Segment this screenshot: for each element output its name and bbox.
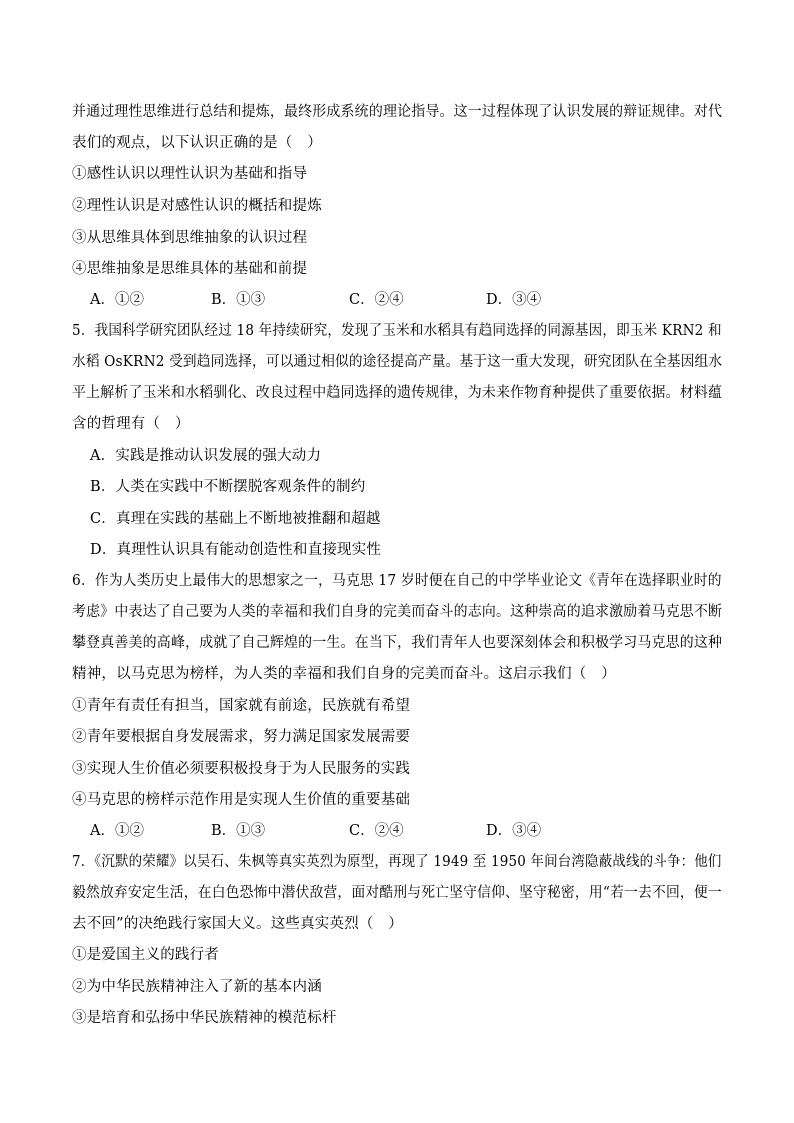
q6-option-a: A．①②	[90, 823, 144, 839]
q5-stem-line-4: 含的哲理有（ ）	[72, 416, 190, 432]
q4-option-a: A．①②	[90, 292, 144, 308]
q6-statement-2: ②青年要根据自身发展需求，努力满足国家发展需要	[72, 729, 411, 745]
q5-option-a: A．实践是推动认识发展的强大动力	[90, 448, 322, 464]
q6-stem-line-4: 精神，以马克思为榜样，为人类的幸福和我们自身的完美而奋斗。这启示我们（ ）	[72, 666, 616, 682]
q6-option-b: B．①③	[211, 823, 266, 839]
q7-statement-1: ①是爱国主义的践行者	[72, 947, 219, 963]
q5-option-d: D．真理性认识具有能动创造性和直接现实性	[90, 542, 382, 558]
q5-stem-line-1: 5．我国科学研究团队经过 18 年持续研究，发现了玉米和水稻具有趋同选择的同源基因，即玉米 KRN2 和	[72, 323, 722, 339]
q6-statement-1: ①青年有责任有担当，国家就有前途，民族就有希望	[72, 698, 411, 714]
q4-statement-2: ②理性认识是对感性认识的概括和提炼	[72, 198, 322, 214]
q4-stem-line-2: 表们的观点，以下认识正确的是（ ）	[72, 135, 322, 151]
q7-stem-line-3: 去不回”的决绝践行家国大义。这些真实英烈（ ）	[72, 916, 404, 932]
q4-stem-line-1: 并通过理性思维进行总结和提炼，最终形成系统的理论指导。这一过程体现了认识发展的辩证规律。对代	[72, 104, 723, 120]
q6-stem-line-3: 攀登真善美的高峰，成就了自己辉煌的一生。在当下，我们青年人也要深刻体会和积极学习马克思的这种	[72, 635, 723, 651]
q7-statement-3: ③是培育和弘扬中华民族精神的模范标杆	[72, 1010, 337, 1026]
q7-statement-2: ②为中华民族精神注入了新的基本内涵	[72, 979, 322, 995]
q4-statement-3: ③从思维具体到思维抽象的认识过程	[72, 230, 308, 246]
q4-statement-4: ④思维抽象是思维具体的基础和前提	[72, 261, 308, 277]
q5-stem-line-2: 水稻 OsKRN2 受到趋同选择，可以通过相似的途径提高产量。基于这一重大发现，研究团队在全基因组水	[72, 354, 723, 370]
q5-option-b: B．人类在实践中不断摆脱客观条件的制约	[90, 479, 366, 495]
q5-stem-line-3: 平上解析了玉米和水稻驯化、改良过程中趋同选择的遗传规律，为未来作物育种提供了重要依据。材料蕴	[72, 385, 723, 401]
q7-stem-line-2: 毅然放弃安定生活，在白色恐怖中潜伏敌营，面对酷刑与死亡坚守信仰、坚守秘密，用“若一去不回，便一	[72, 885, 722, 901]
q4-option-b: B．①③	[211, 292, 266, 308]
q7-stem-line-1: 7．《沉默的荣耀》以吴石、朱枫等真实英烈为原型，再现了 1949 至 1950 年间台湾隐蔽战线的斗争：他们	[72, 854, 722, 870]
q6-statement-4: ④马克思的榜样示范作用是实现人生价值的重要基础	[72, 792, 411, 808]
q5-option-c: C．真理在实践的基础上不断地被推翻和超越	[90, 511, 381, 527]
q4-statement-1: ①感性认识以理性认识为基础和指导	[72, 166, 308, 182]
q6-stem-line-1: 6．作为人类历史上最伟大的思想家之一，马克思 17 岁时便在自己的中学毕业论文《青年在选择职业时的	[72, 573, 722, 589]
q4-option-d: D．③④	[486, 292, 542, 308]
q6-statement-3: ③实现人生价值必须要积极投身于为人民服务的实践	[72, 761, 411, 777]
q6-option-d: D．③④	[486, 823, 542, 839]
q4-option-c: C．②④	[349, 292, 404, 308]
q6-option-c: C．②④	[349, 823, 404, 839]
q6-stem-line-2: 考虑》中表达了自己要为人类的幸福和我们自身的完美而奋斗的志向。这种崇高的追求激励着马克思不断	[72, 604, 723, 620]
